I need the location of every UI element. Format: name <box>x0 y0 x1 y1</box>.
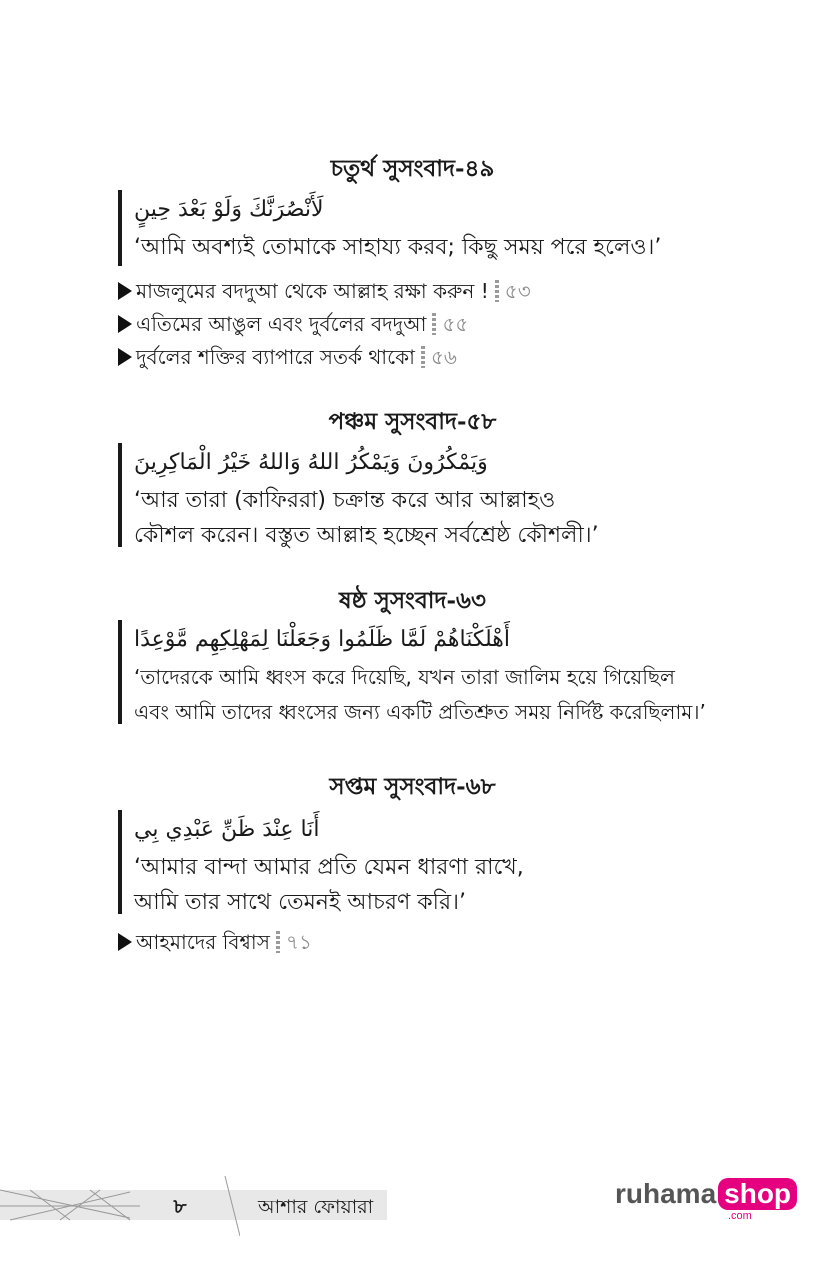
triangle-bullet-icon <box>118 348 132 366</box>
translation-line: এবং আমি তাদের ধ্বংসের জন্য একটি প্রতিশ্রুত সময় নির্দিষ্ট করেছিলাম।’ <box>134 700 706 724</box>
reference-page: ৫৫ <box>442 312 469 336</box>
triangle-bullet-icon <box>118 933 132 951</box>
logo-shop-text: shop <box>718 1178 797 1210</box>
ruhamashop-logo[interactable] <box>615 1178 797 1210</box>
arabic-verse: أَنَا عِنْدَ ظَنِّ عَبْدِي بِي <box>134 817 320 842</box>
translation-line: ‘আর তারা (কাফিররা) চক্রান্ত করে আর আল্লাহও <box>134 488 556 513</box>
translation-line: ‘তাদেরকে আমি ধ্বংস করে দিয়েছি, যখন তারা জালিম হয়ে গিয়েছিল <box>134 665 675 689</box>
translation-line: কৌশল করেন। বস্তুত আল্লাহ হচ্ছেন সর্বশ্রেষ্ঠ কৌশলী।’ <box>134 523 599 548</box>
separator-icon <box>421 346 425 368</box>
verse-block <box>118 810 734 914</box>
book-title: আশার ফোয়ারা <box>258 1196 374 1218</box>
reference-page: ৫৩ <box>504 279 531 303</box>
reference-text: মাজলুমের বদদুআ থেকে আল্লাহ রক্ষা করুন ! <box>136 279 489 303</box>
reference-item[interactable] <box>118 309 468 339</box>
verse-block <box>118 443 734 547</box>
logo-main-text: ruhama <box>615 1178 717 1209</box>
reference-page: ৫৬ <box>430 345 457 369</box>
reference-item[interactable] <box>118 276 531 306</box>
section-heading: পঞ্চম সুসংবাদ-৫৮ <box>328 408 497 435</box>
translation-line: ‘আমার বান্দা আমার প্রতি যেমন ধারণা রাখে, <box>134 855 524 880</box>
triangle-bullet-icon <box>118 315 132 333</box>
section-heading: সপ্তম সুসংবাদ-৬৮ <box>329 773 496 800</box>
verse-translation <box>134 483 734 553</box>
page-number: ৮ <box>173 1194 187 1218</box>
reference-text: আহমাদের বিশ্বাস <box>136 930 270 954</box>
arabic-verse: لَأَنْصُرَنَّكَ وَلَوْ بَعْدَ حِينٍ <box>134 197 324 222</box>
verse-translation <box>134 660 734 730</box>
separator-icon <box>432 313 436 335</box>
verse-block <box>118 190 734 266</box>
decorative-lines-icon <box>0 1176 240 1236</box>
verse-block <box>118 620 734 724</box>
separator-icon <box>276 931 280 953</box>
reference-item[interactable] <box>118 927 312 957</box>
logo-domain: .com <box>728 1210 752 1222</box>
arabic-verse: أَهْلَكْنَاهُمْ لَمَّا ظَلَمُوا وَجَعَلْنَا لِمَهْلِكِهِم مَّوْعِدًا <box>134 627 510 652</box>
reference-page: ৭১ <box>285 930 312 954</box>
verse-translation <box>134 230 734 265</box>
section-heading: ষষ্ঠ সুসংবাদ-৬৩ <box>339 587 486 614</box>
triangle-bullet-icon <box>118 282 132 300</box>
reference-item[interactable] <box>118 342 457 372</box>
arabic-verse: وَيَمْكُرُونَ وَيَمْكُرُ اللهُ وَاللهُ خَيْرُ الْمَاكِرِينَ <box>134 450 488 475</box>
verse-translation <box>134 850 734 920</box>
translation-line: ‘আমি অবশ্যই তোমাকে সাহায্য করব; কিছু সময় পরে হলেও।’ <box>134 235 662 260</box>
separator-icon <box>495 280 499 302</box>
reference-text: এতিমের আঙুল এবং দুর্বলের বদদুআ <box>136 312 427 336</box>
translation-line: আমি তার সাথে তেমনই আচরণ করি।’ <box>134 890 466 915</box>
reference-text: দুর্বলের শক্তির ব্যাপারে সতর্ক থাকো <box>136 345 415 369</box>
section-heading: চতুর্থ সুসংবাদ-৪৯ <box>330 155 495 182</box>
